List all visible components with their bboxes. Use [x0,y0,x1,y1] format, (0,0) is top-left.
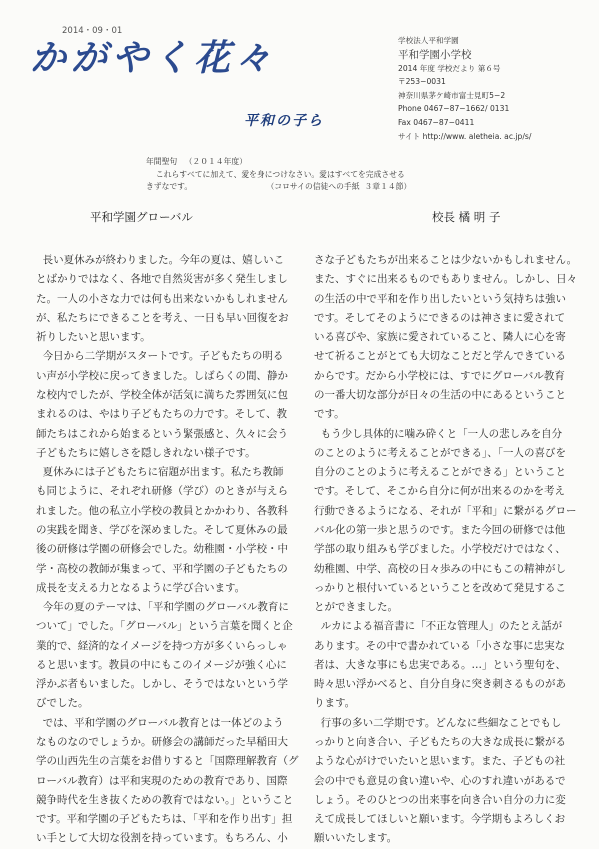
article-column-left [36,251,299,849]
website-link[interactable]: サイト http://www. aletheia. ac.jp/s/ [398,131,532,141]
paragraph: 今年の夏のテーマは、「平和学園のグローバル教育に ついて」でした。「グローバル」という言葉を聞くと企 業的で、経済的なイメージを持つ方が多くいらっしゃ ると思います。教員の中にもこのイメージが強く心に 浮かぶ者もいました。しかし、そうではないという学 びでした。 [36,601,293,710]
paragraph: ルカによる福音書に「不正な管理人」のたとえ話が あります。その中で書かれている「小さな事に忠実な 者は、大きな事にも忠実である。…」という聖句を、 時々思い浮かべると、自分自身に突き刺さるものがあ ります。 [314,620,566,710]
paragraph: 長い夏休みが終わりました。今年の夏は、嬉しいこ とばかりではなく、各地で自然災害が多く発生しまし た。一人の小さな力では何も出来ないかもしれません が、私たちにできることを考え、一日も早い回復をお 祈りしたいと思います。 [36,254,289,344]
paragraph: 今日から二学期がスタートです。子どもたちの明る い声が小学校に戻ってきました。しばらくの間、静か な校内でしたが、学校全体が活気に満ちた雰囲気に包 まれるのは、やはり子どもたちの力です。そして、教 師たちはこれから始まるという緊張感と、久々に会う 子どもたちに嬉しさを隠しきれない様子です。 [36,350,288,459]
postal-code: 〒253−0031 [398,77,446,87]
school-address: 神奈川県茅ケ崎市富士見町5−2 [398,90,506,100]
paragraph: では、平和学園のグローバル教育とは一体どのよう なものなのでしょうか。研修会の講師だった早稲田大 学の山西先生の言葉をお借りすると「国際理解教育（グ ローバル教育）は平和実現のための教育であり、国際 競争時代を生き抜くための教育ではない。」ということ です。平和学園の子どもたちは、「平和を作り出す」担 い手として大切な役割を持っています。もちろん、小 [36,716,299,845]
paragraph: 夏休みには子どもたちに宿題が出ます。私たち教師 も同じように、それぞれ研修（学び）のときが与えら れました。他の私立小学校の教員とかかわり、各教科 の実践を聞き、学びを深めました。そして夏休みの最 後の研修は学園の研修会でした。幼稚園・小学校・中 学・高校の教師が集まって、平和学園の子どもたちの 成長を支える力となるように学び合います。 [36,466,288,594]
newsletter-title: かがやく花々 [30,37,277,79]
article-title: 平和学園グローバル [90,210,193,224]
paragraph: もう少し具体的に噛み砕くと「一人の悲しみを自分 のことのように考えることができる」、「一人の喜びを 自分のことのように考えることができる」ということ です。そして、そこから自分に何が出来るのかを考え 行動できるようになる、それが「平和」に繋がるグロー バル化の第一歩と思うのです。また今回の研修では他 学部の取り組みも学びました。小学校だけではなく、 幼稚園、中学、高校の日々歩みの中にもこの精神がし っかりと根付いているということを改めて発見するこ とができました。 [314,427,577,614]
newsletter-subtitle: 平和の子ら [244,113,324,129]
annual-verse: 年間聖句 （２０１４年度） これらすべてに加えて、愛を身につけなさい。愛はすべてを完成させる きずなです。 （コロサイの信徒への手紙 ３章１４節） [146,157,412,191]
school-info-block [398,34,531,143]
article-column-right [314,251,578,849]
phone-number: Phone 0467−87−1662/ 0131 [398,104,510,114]
paragraph: さな子どもたちが出来ることは少ないかもしれません。 また、すぐに出来るものでもありません。しかし、日々 の生活の中で平和を作り出したいという気持ちは強い です。そしてそのようにできるのは神さまに愛されて いる喜びや、家族に愛されていること、隣人に心を寄 せて祈ることがとても大切なことだと学んできている からです。だから小学校には、すでにグローバル教育 の一番大切な部分が日々の生活の中にあるということ です。 [314,254,578,421]
fax-number: Fax 0467−87−0411 [398,117,475,127]
school-name: 平和学園小学校 [398,48,472,61]
issue-number: 2014 年度 学校だより 第６号 [398,63,501,73]
issue-date: 2014・09・01 [62,26,123,36]
paragraph: 行事の多い二学期です。どんなに些細なことでもし っかりと向き合い、子どもたちの大きな成長に繋がる ような心がけでいたいと思います。また、子どもの社 会の中でも意見の食い違いや、心のすれ違いがあるで しょう。そのひとつの出来事を向き合い自分の力に変 えて成長してほしいと願います。今学期もよろしくお 願いいたします。 [314,716,566,845]
article-author: 校長 橘 明 子 [432,210,501,224]
school-corp: 学校法人平和学園 [398,36,459,45]
